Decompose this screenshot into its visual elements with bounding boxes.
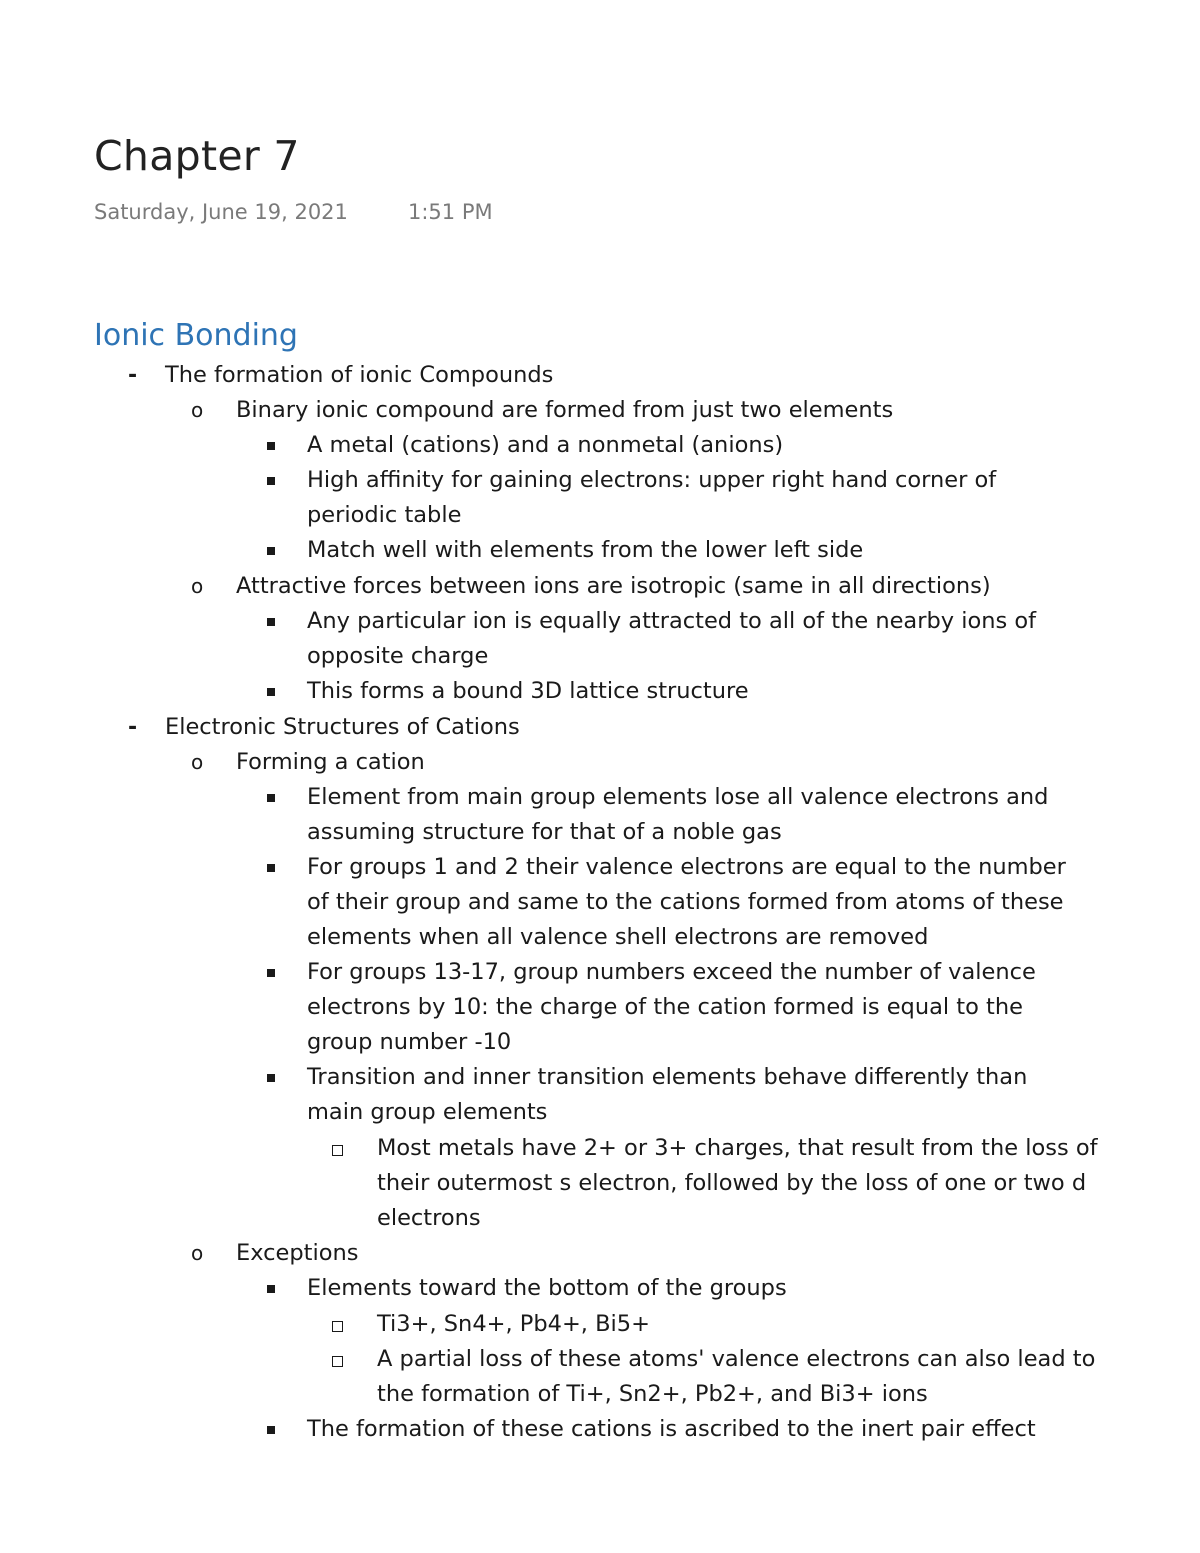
circle-bullet-icon: o xyxy=(191,574,204,598)
outline-item: Match well with elements from the lower left side xyxy=(307,537,864,563)
page-date: Saturday, June 19, 2021 xyxy=(94,200,348,224)
outline-item: Attractive forces between ions are isotropic (same in all directions) xyxy=(236,573,991,599)
outline-item: Any particular ion is equally attracted to all of the nearby ions of xyxy=(307,608,1037,634)
outline-item: For groups 1 and 2 their valence electrons are equal to the number xyxy=(307,854,1066,880)
square-bullet-icon xyxy=(267,688,275,696)
outline-item-continued: assuming structure for that of a noble gas xyxy=(307,819,782,845)
square-bullet-icon xyxy=(267,618,275,626)
outline-item: Most metals have 2+ or 3+ charges, that result from the loss of xyxy=(377,1135,1098,1161)
square-bullet-icon xyxy=(267,1426,275,1434)
outline-item-continued: group number -10 xyxy=(307,1029,512,1055)
outline-item-continued: of their group and same to the cations formed from atoms of these xyxy=(307,889,1064,915)
outline-item-continued: elements when all valence shell electrons are removed xyxy=(307,924,929,950)
outline-item-continued: electrons by 10: the charge of the cation formed is equal to the xyxy=(307,994,1023,1020)
dash-bullet-icon: - xyxy=(128,363,138,388)
outline-item: Elements toward the bottom of the groups xyxy=(307,1275,787,1301)
outline-item: Ti3+, Sn4+, Pb4+, Bi5+ xyxy=(377,1311,650,1337)
section-heading: Ionic Bonding xyxy=(94,318,298,353)
circle-bullet-icon: o xyxy=(191,398,204,422)
page-time: 1:51 PM xyxy=(408,200,493,224)
outline-item: The formation of these cations is ascribed to the inert pair effect xyxy=(307,1416,1036,1441)
outline-item-continued: opposite charge xyxy=(307,643,489,669)
outline-item: High affinity for gaining electrons: upper right hand corner of xyxy=(307,467,997,493)
circle-bullet-icon: o xyxy=(191,750,204,774)
square-bullet-icon xyxy=(267,477,275,485)
outline-item: Electronic Structures of Cations xyxy=(165,714,520,740)
outline-item: This forms a bound 3D lattice structure xyxy=(307,678,749,704)
square-outline-bullet-icon xyxy=(332,1145,343,1156)
outline-item: A metal (cations) and a nonmetal (anions) xyxy=(307,432,784,458)
square-bullet-icon xyxy=(267,864,275,872)
outline-item: For groups 13-17, group numbers exceed the number of valence xyxy=(307,959,1036,985)
square-bullet-icon xyxy=(267,442,275,450)
square-bullet-icon xyxy=(267,794,275,802)
outline-item-continued: electrons xyxy=(377,1205,481,1231)
outline-item: The formation of ionic Compounds xyxy=(165,362,554,388)
outline-item: A partial loss of these atoms' valence electrons can also lead to xyxy=(377,1346,1096,1372)
outline-item: Forming a cation xyxy=(236,749,425,775)
square-bullet-icon xyxy=(267,1285,275,1293)
outline-item: Element from main group elements lose all valence electrons and xyxy=(307,784,1049,810)
notes-outline xyxy=(0,358,1200,1441)
outline-item-continued: their outermost s electron, followed by the loss of one or two d xyxy=(377,1170,1087,1196)
square-outline-bullet-icon xyxy=(332,1356,343,1367)
outline-item-continued: the formation of Ti+, Sn2+, Pb2+, and Bi3+ ions xyxy=(377,1381,928,1407)
outline-item-continued: main group elements xyxy=(307,1099,548,1125)
square-bullet-icon xyxy=(267,1074,275,1082)
outline-item: Transition and inner transition elements behave differently than xyxy=(307,1064,1028,1090)
dash-bullet-icon: - xyxy=(128,715,138,740)
square-bullet-icon xyxy=(267,547,275,555)
outline-item-continued: periodic table xyxy=(307,502,462,528)
square-bullet-icon xyxy=(267,969,275,977)
outline-item: Exceptions xyxy=(236,1240,359,1266)
outline-item: Binary ionic compound are formed from just two elements xyxy=(236,397,894,423)
square-outline-bullet-icon xyxy=(332,1321,343,1332)
page-title: Chapter 7 xyxy=(94,132,300,180)
circle-bullet-icon: o xyxy=(191,1241,204,1265)
